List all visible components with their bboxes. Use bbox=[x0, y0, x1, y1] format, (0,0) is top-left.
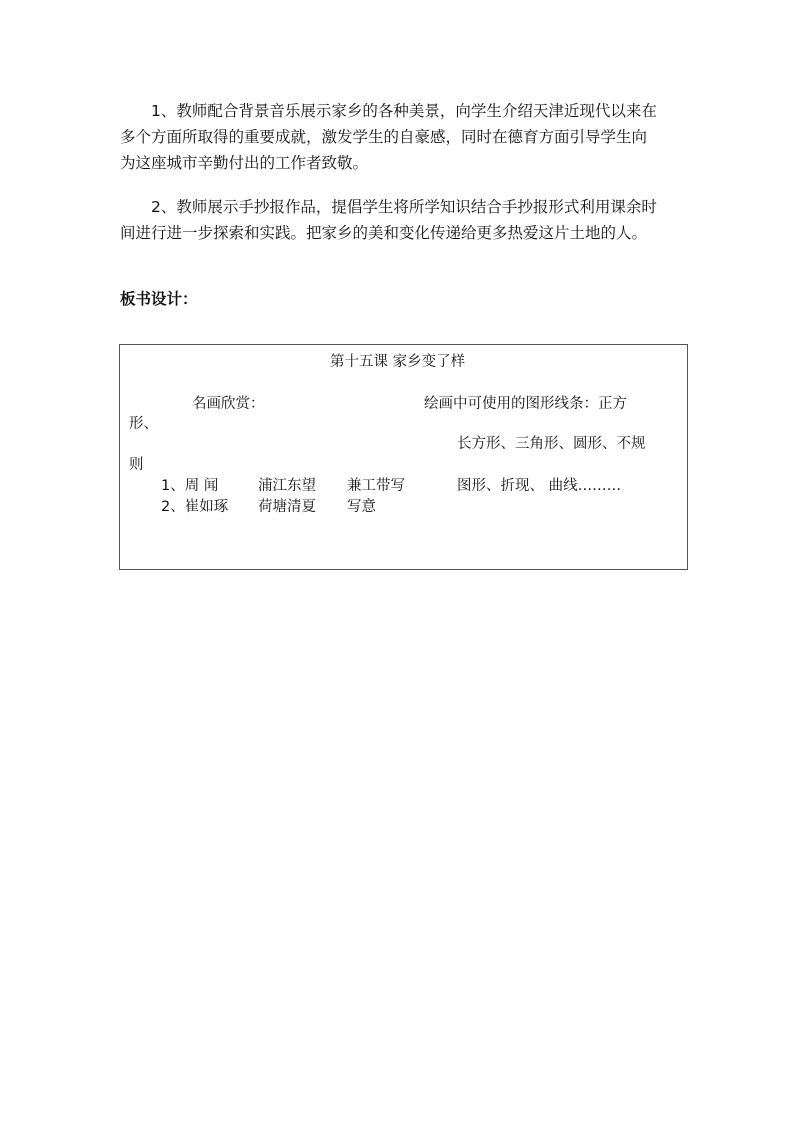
painting-2-title: 荷塘清夏 bbox=[258, 499, 316, 515]
shapes-lines-wrap-2: 则 bbox=[129, 457, 144, 473]
paragraph-2-line-1: 2、教师展示手抄报作品，提倡学生将所学知识结合手抄报形式利用课余时 bbox=[151, 198, 657, 216]
painting-2-style: 写意 bbox=[347, 499, 376, 515]
painting-1-artist: 1、周 闻 bbox=[161, 478, 219, 494]
shapes-lines-line-2: 长方形、三角形、圆形、不规 bbox=[457, 436, 646, 452]
paragraph-1-line-3: 为这座城市辛勤付出的工作者致敬。 bbox=[120, 154, 369, 172]
board-title: 第十五课 家乡变了样 bbox=[330, 354, 466, 370]
painting-1-title: 浦江东望 bbox=[258, 478, 316, 494]
shapes-lines-wrap-1: 形、 bbox=[129, 416, 158, 432]
board-design-heading: 板书设计： bbox=[120, 290, 198, 308]
board-design-box bbox=[119, 344, 688, 570]
paragraph-1-line-2: 多个方面所取得的重要成就，激发学生的自豪感，同时在德育方面引导学生向 bbox=[120, 128, 648, 146]
famous-paintings-label: 名画欣赏： bbox=[192, 396, 265, 412]
shapes-lines-line-1: 绘画中可使用的图形线条：正方 bbox=[424, 396, 627, 412]
paragraph-1-line-1: 1、教师配合背景音乐展示家乡的各种美景，向学生介绍天津近现代以来在 bbox=[151, 102, 657, 120]
paragraph-1 bbox=[120, 98, 680, 176]
paragraph-2 bbox=[120, 194, 680, 246]
shapes-lines-line-3: 图形、折现、 曲线……… bbox=[457, 478, 622, 494]
painting-2-artist: 2、崔如琢 bbox=[161, 499, 229, 515]
painting-1-style: 兼工带写 bbox=[347, 478, 405, 494]
paragraph-2-line-2: 间进行进一步探索和实践。把家乡的美和变化传递给更多热爱这片土地的人。 bbox=[120, 224, 648, 242]
